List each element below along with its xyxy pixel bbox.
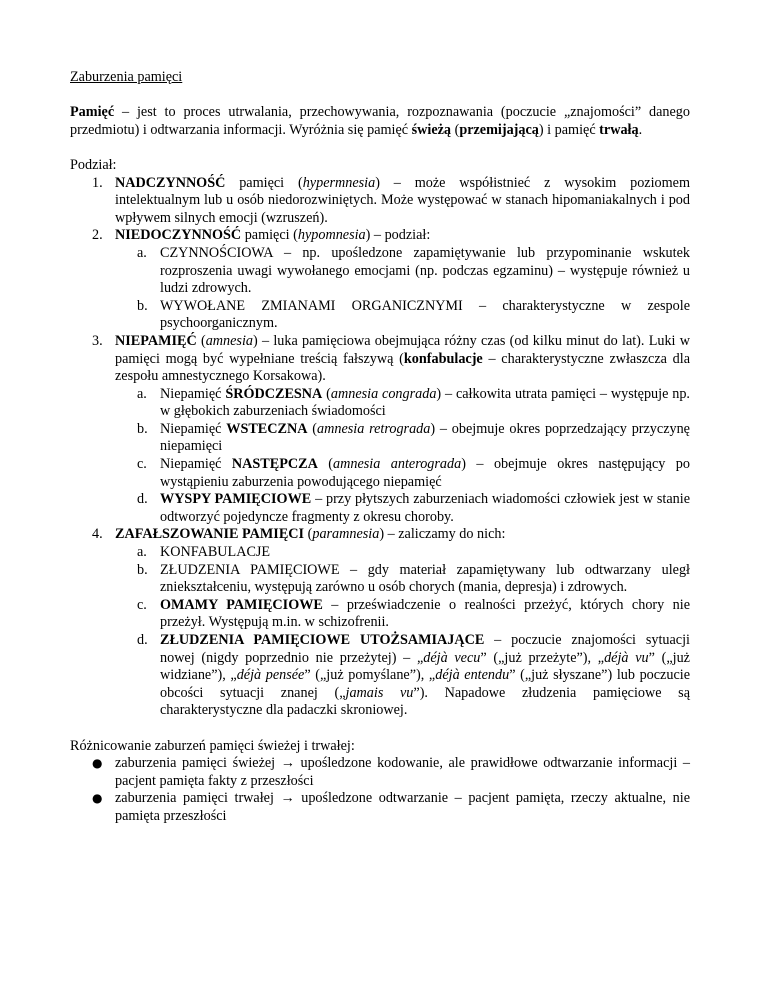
term-przemijajaca: przemijającą xyxy=(459,121,539,138)
spacer xyxy=(70,139,690,157)
bullet-icon: ● xyxy=(92,756,103,771)
diff-item: ● zaburzenia pamięci trwałej → upośledzone odtwarzanie – pacjent pamięta, rzeczy aktualne, nie pamięta przeszłości xyxy=(92,790,690,824)
list-item-zafalszowanie: 4. ZAFAŁSZOWANIE PAMIĘCI (paramnesia) – zaliczamy do nich: a. KONFABULACJE b. ZŁUDZENIA PAMIĘCIOWE – gdy materiał zapamiętywany lub odtwarzany uległ zniekształceniu, występują zarówno u osób chorych (mania, depresja) i zdrowych. c. OMAMY PAMIĘCIOWE – przeświadczenie o realności przeżyć, których chory nie przeżył. Występują m.in. w schizofrenii. d. ZŁUDZENIA PAMIĘCIOWE UTOŻSAMIAJĄCE – poczucie znajomości sytuacji nowej (nigdy poprzednio nie przeżytej) – „déjà vecu” („już przeżyte”), „déjà vu” („już widziane”), „déjà pensée” („już pomyślane”), „déjà entendu” („już słyszane”) lub poczucie obcości sytuacji znanej („jamais vu”). Napadowe złudzenia pamięciowe są charakterystyczne dla padaczki skroniowej. xyxy=(92,526,690,719)
bullet-icon: ● xyxy=(92,791,103,806)
spacer xyxy=(70,720,690,738)
sublist-item: a. Niepamięć ŚRÓDCZESNA (amnesia congrada) – całkowita utrata pamięci – występuje np. w głębokich zaburzeniach świadomości xyxy=(137,385,690,420)
term-trwala: trwałą xyxy=(599,121,639,138)
sublist-item: a. KONFABULACJE xyxy=(137,544,271,561)
definition-paragraph: Pamięć – jest to proces utrwalania, przechowywania, rozpoznawania (poczucie „znajomości” danego przedmiotu) i odtwarzania informacji. Wyróżnia się pamięć świeżą (przemijającą) i pamięć trwałą. xyxy=(70,104,690,138)
diff-item: ● zaburzenia pamięci świeżej → upośledzone kodowanie, ale prawidłowe odtwarzanie informacji – pacjent pamięta fakty z przeszłości xyxy=(92,755,690,789)
classification-list xyxy=(70,175,690,720)
list-item-niedoczynnosc: 2. NIEDOCZYNNOŚĆ pamięci (hypomnesia) – podział: a. CZYNNOŚCIOWA – np. upośledzone zapamiętywanie lub przypominanie wskutek rozproszenia uwagi wywołanego emocjami (np. podczas egzaminu) – występuje również u ludzi zdrowych. b. WYWOŁANE ZMIANAMI ORGANICZNYMI – charakterystyczne w zespole psychoorganicznym. xyxy=(92,227,690,332)
sublist-item: d. ZŁUDZENIA PAMIĘCIOWE UTOŻSAMIAJĄCE – poczucie znajomości sytuacji nowej (nigdy poprzednio nie przeżytej) – „déjà vecu” („już przeżyte”), „déjà vu” („już widziane”), „déjà pensée” („już pomyślane”), „déjà entendu” („już słyszane”) lub poczucie obcości sytuacji znanej („jamais vu”). Napadowe złudzenia pamięciowe są charakterystyczne dla padaczki skroniowej. xyxy=(137,632,690,719)
list-item-niepamiec: 3. NIEPAMIĘĆ (amnesia) – luka pamięciowa obejmująca różny czas (od kilku minut do lat). Luki w pamięci mogą być wypełniane treścią fałszywą (konfabulacje – charakterystyczne zwłaszcza dla zespołu amnestycznego Korsakowa). a. Niepamięć ŚRÓDCZESNA (amnesia congrada) – całkowita utrata pamięci – występuje np. w głębokich zaburzeniach świadomości b. Niepamięć WSTECZNA (amnesia retrograda) – obejmuje okres poprzedzający przyczynę niepamięci c. Niepamięć NASTĘPCZA (amnesia anterograda) – obejmuje okres następujący po wystąpieniu zaburzenia powodującego niepamięć d. WYSPY PAMIĘCIOWE – przy płytszych zaburzeniach wiadomości człowiek jest w stanie odtworzyć pojedyncze fragmenty z okresu choroby. xyxy=(92,332,691,525)
sublist-item: a. CZYNNOŚCIOWA – np. upośledzone zapamiętywanie lub przypominanie wskutek rozproszenia uwagi wywołanego emocjami (np. podczas egzaminu) – występuje również u ludzi zdrowych. xyxy=(137,244,690,297)
sublist-niepamiec xyxy=(115,386,690,527)
term-swieza: świeżą xyxy=(411,121,452,138)
term-pamiec: Pamięć xyxy=(70,104,115,121)
podzial-label: Podział: xyxy=(70,156,117,173)
sublist-niedoczynnosc xyxy=(115,245,690,333)
sublist-item: b. WYWOŁANE ZMIANAMI ORGANICZNYMI – charakterystyczne w zespole psychoorganicznym. xyxy=(137,297,690,332)
sublist-item: c. OMAMY PAMIĘCIOWE – przeświadczenie o realności przeżyć, których chory nie przeżył. Występują m.in. w schizofrenii. xyxy=(137,596,690,631)
sublist-item: b. Niepamięć WSTECZNA (amnesia retrograda) – obejmuje okres poprzedzający przyczynę niepamięci xyxy=(137,420,690,455)
list-item-nadczynnosc: 1. NADCZYNNOŚĆ pamięci (hypermnesia) – może współistnieć z wysokim poziomem intelektualnym lub u osób niedorozwiniętych. Może występować w stanach hipomaniakalnych i pod wpływem silnych emocji (wzruszeń). xyxy=(92,174,690,226)
page-title: Zaburzenia pamięci xyxy=(70,69,183,85)
sublist-item: b. ZŁUDZENIA PAMIĘCIOWE – gdy materiał zapamiętywany lub odtwarzany uległ zniekształceniu, występują zarówno u osób chorych (mania, depresja) i zdrowych. xyxy=(137,561,690,596)
sublist-item: c. Niepamięć NASTĘPCZA (amnesia anterograda) – obejmuje okres następujący po wystąpieniu zaburzenia powodującego niepamięć xyxy=(137,456,690,490)
diff-list xyxy=(70,755,690,825)
sublist-zafalszowanie xyxy=(115,544,690,720)
spacer xyxy=(70,87,690,105)
document-page xyxy=(70,69,690,826)
sublist-item: d. WYSPY PAMIĘCIOWE – przy płytszych zaburzeniach wiadomości człowiek jest w stanie odtworzyć pojedyncze fragmenty z okresu choroby. xyxy=(137,491,690,525)
diff-heading: Różnicowanie zaburzeń pamięci świeżej i trwałej: xyxy=(70,737,355,754)
